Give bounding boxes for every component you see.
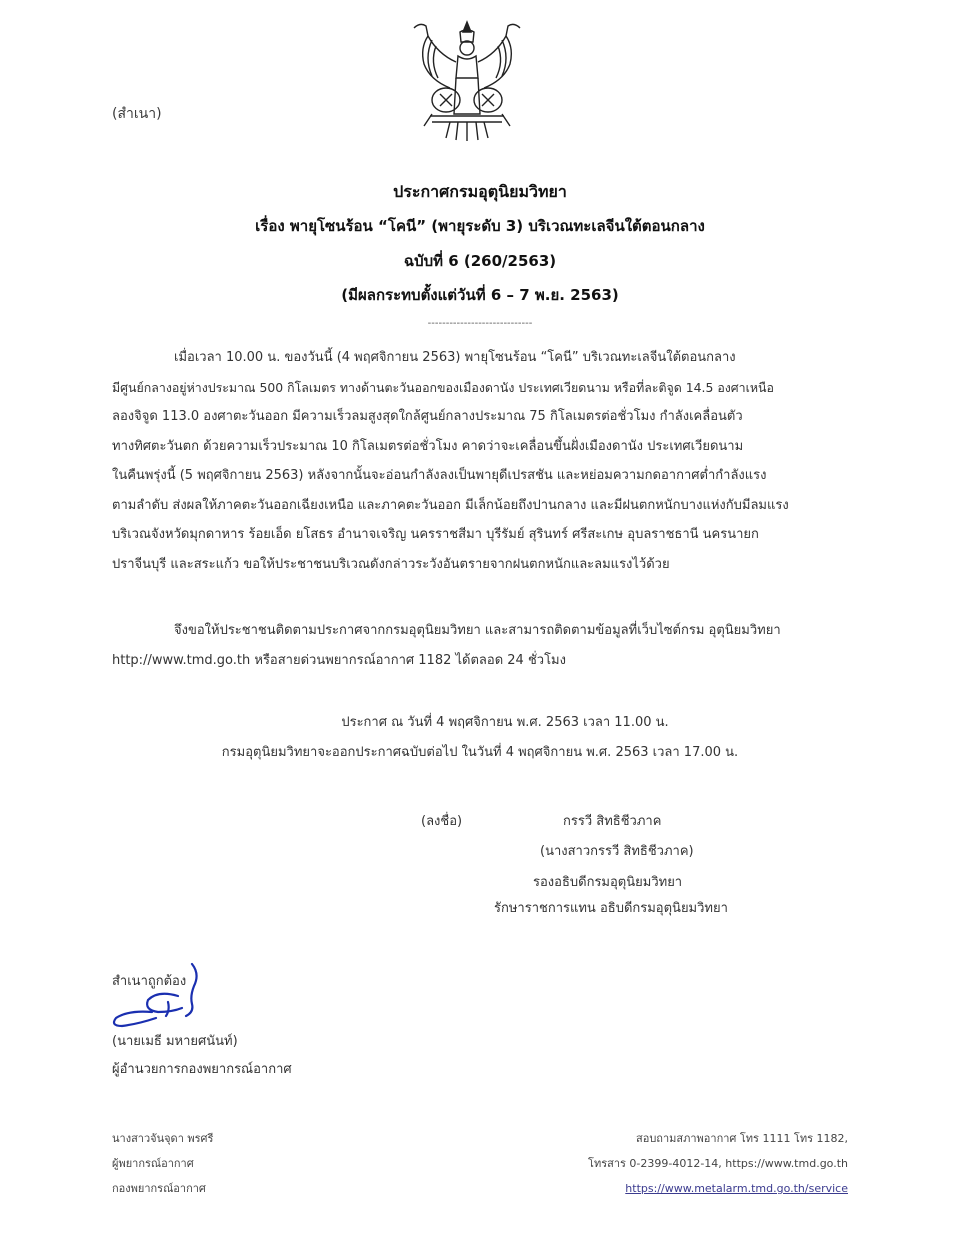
certified-copy-label: สำเนาถูกต้อง <box>112 974 187 989</box>
paragraph-line: บริเวณจังหวัดมุกดาหาร ร้อยเอ็ด ยโสธร อำนาจเจริญ นครราชสีมา บุรีรัมย์ สุรินทร์ ศรีสะเกษ อุบลราชธานี นครนายก <box>112 527 759 542</box>
signature-label: (ลงชื่อ) <box>421 814 463 829</box>
paragraph-line: จึงขอให้ประชาชนติดตามประกาศจากกรมอุตุนิยมวิทยา และสามารถติดตามข้อมูลที่เว็บไซต์กรม อุตุนิยมวิทยา <box>174 623 781 638</box>
signatory-full-name: (นางสาวกรรวี สิทธิชีวภาค) <box>540 844 694 859</box>
handwritten-signature-icon <box>108 960 208 1032</box>
signatory-position: รองอธิบดีกรมอุตุนิยมวิทยา <box>533 875 683 890</box>
next-issue-datetime: กรมอุตุนิยมวิทยาจะออกประกาศฉบับต่อไป ในวันที่ 4 พฤศจิกายน พ.ศ. 2563 เวลา 17.00 น. <box>221 745 739 760</box>
paragraph-line: http://www.tmd.go.th หรือสายด่วนพยากรณ์อากาศ 1182 ได้ตลอด 24 ชั่วโมง <box>112 652 566 668</box>
divider: ----------------------------- <box>427 318 533 329</box>
issued-datetime: ประกาศ ณ วันที่ 4 พฤศจิกายน พ.ศ. 2563 เวลา 11.00 น. <box>341 715 669 730</box>
paragraph-line: ตามลำดับ ส่งผลให้ภาคตะวันออกเฉียงเหนือ และภาคตะวันออก มีเล็กน้อยถึงปานกลาง และมีฝนตกหนักบางแห่งกับมีลมแรง <box>112 497 789 513</box>
contact-info <box>588 1126 848 1201</box>
certifier-name: (นายเมธี มหายศนันท์) <box>112 1034 238 1049</box>
forecaster-name: นางสาวจันจุดา พรศรี <box>112 1132 214 1145</box>
forecaster-title: ผู้พยากรณ์อากาศ <box>112 1157 194 1170</box>
metalarm-service-link[interactable]: https://www.metalarm.tmd.go.th/service <box>625 1182 848 1195</box>
announcement-subject: เรื่อง พายุโซนร้อน “โคนี” (พายุระดับ 3) บริเวณทะเลจีนใต้ตอนกลาง <box>255 217 705 235</box>
garuda-emblem-icon <box>410 18 524 142</box>
contact-fax-website: โทรสาร 0-2399-4012-14, https://www.tmd.go.th <box>588 1157 848 1170</box>
paragraph-storm-details <box>112 343 848 579</box>
contact-phone: สอบถามสภาพอากาศ โทร 1111 โทร 1182, <box>636 1132 848 1145</box>
forecaster-info <box>112 1126 213 1201</box>
effective-dates: (มีผลกระทบตั้งแต่วันที่ 6 – 7 พ.ย. 2563) <box>341 286 619 304</box>
paragraph-line: ลองจิจูด 113.0 องศาตะวันออก มีความเร็วลมสูงสุดใกล้ศูนย์กลางประมาณ 75 กิโลเมตรต่อชั่วโมง กำลังเคลื่อนตัว <box>112 409 743 424</box>
announcement-issue: ฉบับที่ 6 (260/2563) <box>403 252 557 270</box>
paragraph-line: ในคืนพรุ่งนี้ (5 พฤศจิกายน 2563) หลังจากนั้นจะอ่อนกำลังลงเป็นพายุดีเปรสชัน และหย่อมความกดอากาศต่ำกำลังแรง <box>112 468 767 483</box>
paragraph-line: ทางทิศตะวันตก ด้วยความเร็วประมาณ 10 กิโลเมตรต่อชั่วโมง คาดว่าจะเคลื่อนขึ้นฝั่งเมืองดานัง ประเทศเวียดนาม <box>112 438 744 454</box>
paragraph-line: มีศูนย์กลางอยู่ห่างประมาณ 500 กิโลเมตร ทางด้านตะวันออกของเมืองดานัง ประเทศเวียดนาม หรือที่ละติจูด 14.5 องศาเหนือ <box>112 379 774 395</box>
forecaster-division: กองพยากรณ์อากาศ <box>112 1182 206 1195</box>
paragraph-line: เมื่อเวลา 10.00 น. ของวันนี้ (4 พฤศจิกายน 2563) พายุโซนร้อน “โคนี” บริเวณทะเลจีนใต้ตอนกลาง <box>174 350 736 365</box>
paragraph-follow-updates <box>112 616 848 675</box>
certifier-position: ผู้อำนวยการกองพยากรณ์อากาศ <box>112 1062 292 1077</box>
announcement-timing <box>0 708 960 768</box>
paragraph-line: ปราจีนบุรี และสระแก้ว ขอให้ประชาชนบริเวณดังกล่าวระวังอันตรายจากฝนตกหนักและลมแรงไว้ด้วย <box>112 556 670 572</box>
signatory-acting-position: รักษาราชการแทน อธิบดีกรมอุตุนิยมวิทยา <box>494 901 728 916</box>
announcement-title: ประกาศกรมอุตุนิยมวิทยา <box>393 182 567 201</box>
signatory-name: กรรวี สิทธิชีวภาค <box>563 814 662 829</box>
copy-mark: (สำเนา) <box>112 106 162 122</box>
